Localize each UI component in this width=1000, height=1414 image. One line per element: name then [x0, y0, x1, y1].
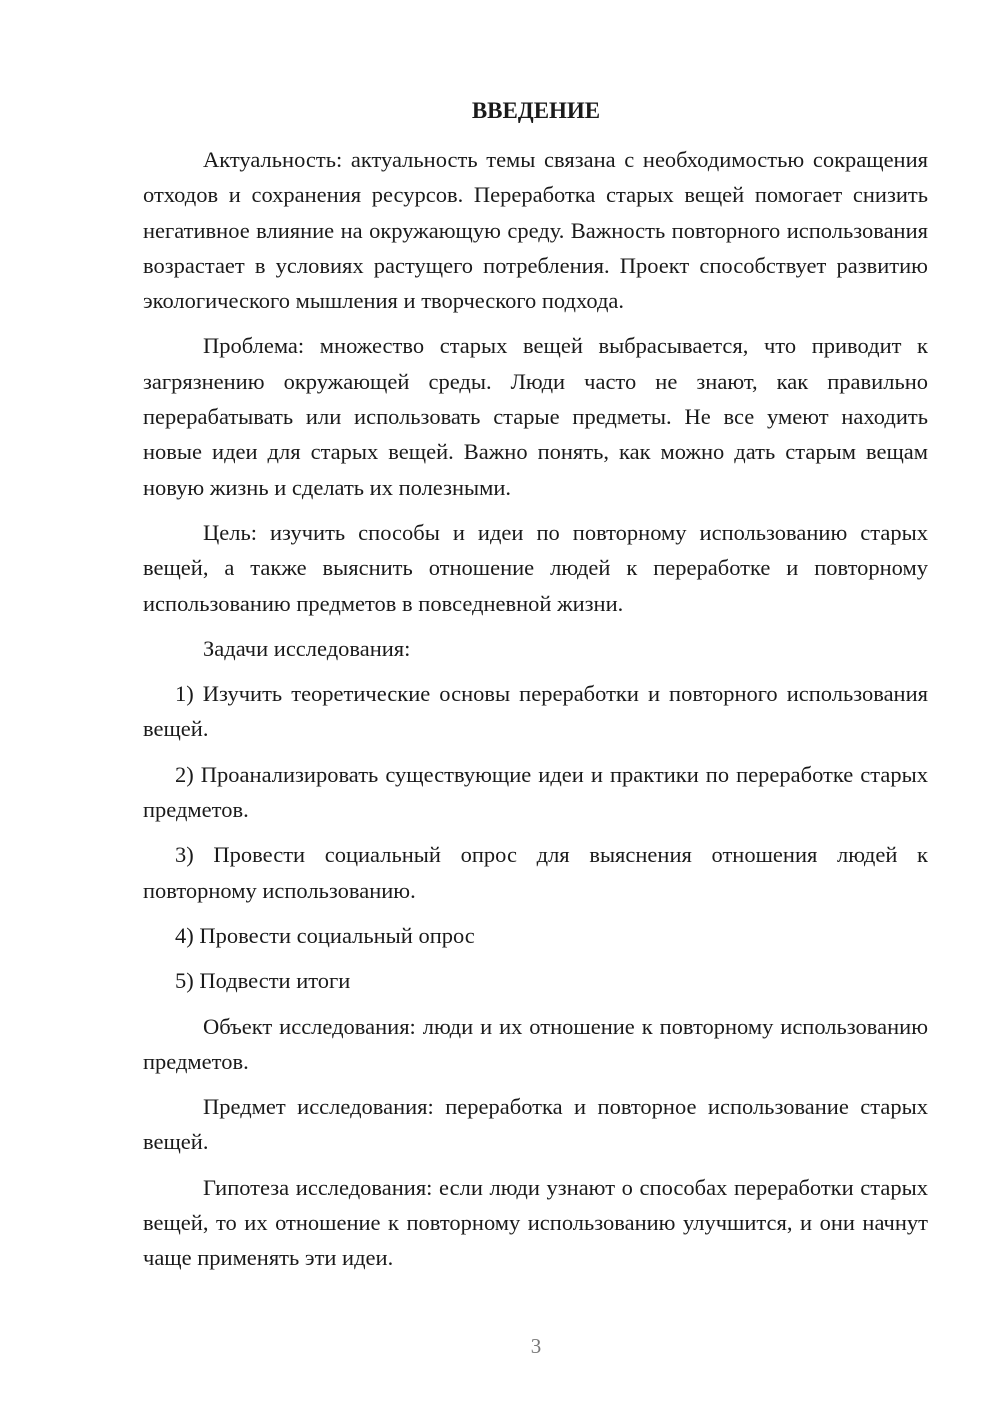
task-item-1: 1) Изучить теоретические основы переработки и повторного использования вещей.: [143, 681, 928, 742]
paragraph-goal: Цель: изучить способы и идеи по повторному использованию старых вещей, а также выяснить отношение людей к переработке и повторному использованию предметов в повседневной жизни.: [143, 519, 928, 616]
task-item-3: 3) Провести социальный опрос для выяснения отношения людей к повторному использованию.: [143, 842, 928, 903]
paragraph-relevance: Актуальность: актуальность темы связана с необходимостью сокращения отходов и сохранения ресурсов. Переработка старых вещей помогает снизить негативное влияние на окружающую среду. Важность повторного использования возрастает в условиях растущего потребления. Проект способствует развитию экологического мышления и творческого подхода.: [143, 147, 928, 314]
paragraph-hypothesis: Гипотеза исследования: если люди узнают о способах переработки старых вещей, то их отношение к повторному использованию улучшится, и они начнут чаще применять эти идеи.: [143, 1174, 928, 1271]
task-item-2: 2) Проанализировать существующие идеи и практики по переработке старых предметов.: [143, 761, 928, 823]
task-item-4: 4) Провести социальный опрос: [175, 922, 475, 948]
paragraph-problem: Проблема: множество старых вещей выбрасывается, что приводит к загрязнению окружающей среды. Люди часто не знают, как правильно перерабатывать или использовать старые предметы. Не все умеют находить новые идеи для старых вещей. Важно понять, как можно дать старым вещам новую жизнь и сделать их полезными.: [143, 333, 928, 500]
page-number: 3: [530, 1334, 542, 1358]
body-text: [143, 142, 928, 1286]
section-title: ВВЕДЕНИЕ: [471, 98, 601, 123]
task-item-5: 5) Подвести итоги: [175, 968, 351, 994]
paragraph-object: Объект исследования: люди и их отношение к повторному использованию предметов.: [143, 1013, 928, 1074]
paragraph-tasks-heading: Задачи исследования:: [203, 635, 411, 661]
paragraph-subject: Предмет исследования: переработка и повторное использование старых вещей.: [143, 1094, 928, 1155]
